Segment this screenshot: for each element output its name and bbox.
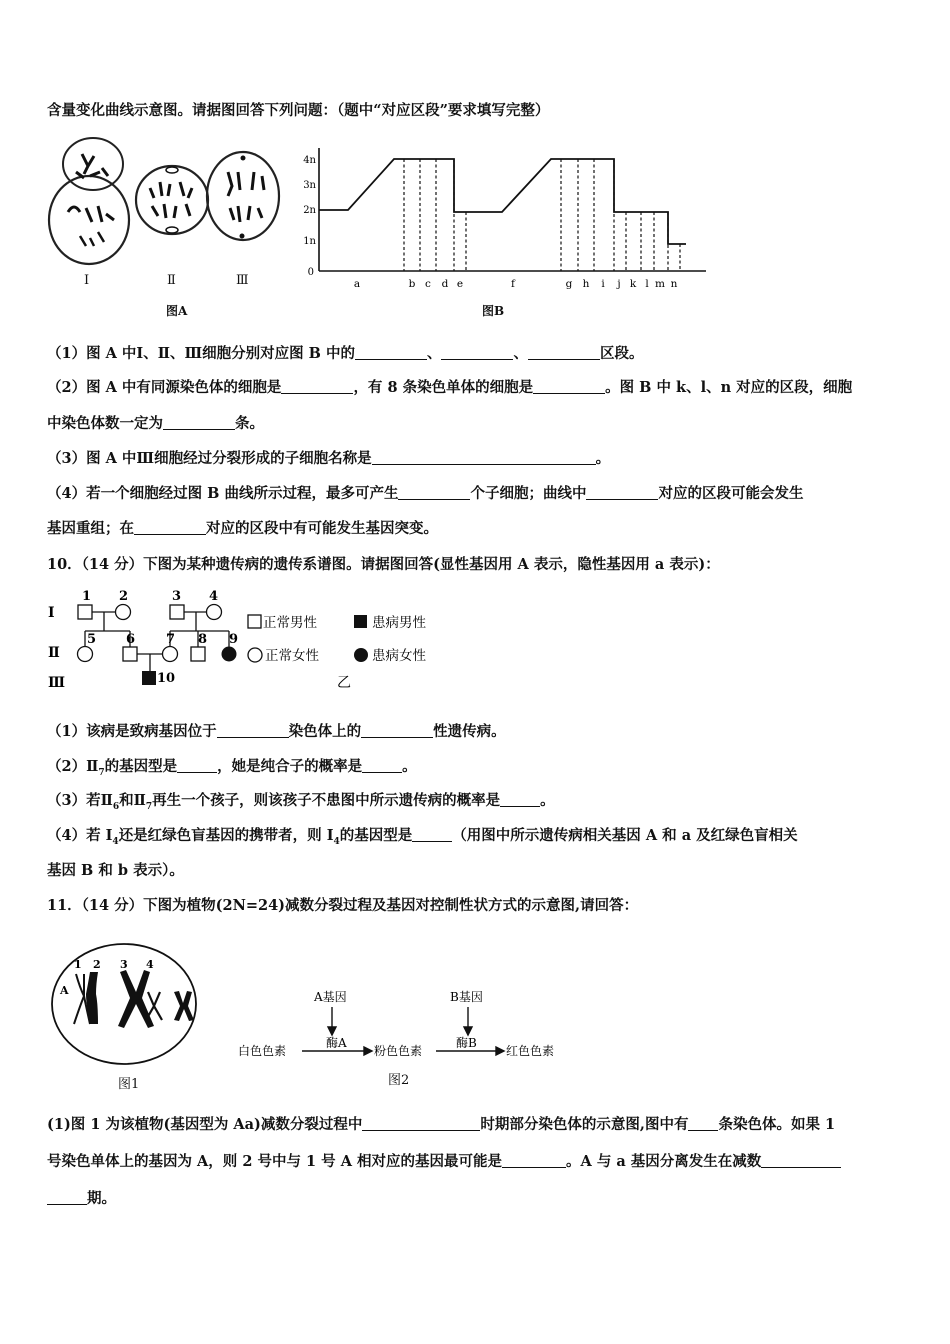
num-5: 5 xyxy=(87,632,97,647)
q10-3-text-a: （3）若Ⅱ xyxy=(47,792,113,809)
q9-5-text-a: （4）若一个细胞经过图 B 曲线所示过程，最多可产生 xyxy=(47,485,399,502)
caption-fig-1: 图1 xyxy=(118,1077,140,1092)
label-iii: Ⅲ xyxy=(236,273,249,288)
ytick-0: 0 xyxy=(307,267,314,278)
chromosome-pair-4 xyxy=(174,991,194,1021)
person-5 xyxy=(78,647,93,662)
q11-3-blank-1[interactable] xyxy=(47,1190,87,1205)
person-6 xyxy=(123,647,137,661)
figure-2 xyxy=(236,985,576,1099)
cell-iii-drawing xyxy=(207,152,279,240)
q11-1-text-c: 条染色体。如果 1 xyxy=(718,1116,836,1133)
q11-header: 11．（14 分）下图为植物(2N=24)减数分裂过程及基因对控制性状方式的示意图,请回答： xyxy=(47,897,639,914)
q9-2-text-b: ，有 8 条染色单体的细胞是 xyxy=(353,379,534,396)
legend-affected-male-icon xyxy=(354,615,367,628)
label-ii: Ⅱ xyxy=(167,273,176,288)
q11-1-blank-2[interactable] xyxy=(688,1116,718,1131)
ytick-4n: 4n xyxy=(303,155,316,166)
segment-dividers xyxy=(404,159,680,271)
q9-1-blank-2[interactable] xyxy=(441,345,513,360)
q10-2-text-a: （2）Ⅱ xyxy=(47,758,99,775)
q11-1-text-b: 时期部分染色体的示意图,图中有 xyxy=(480,1116,689,1133)
q10-1-blank-2[interactable] xyxy=(361,723,433,738)
q10-1-text-b: 染色体上的 xyxy=(288,723,362,740)
q9-5-text-b: 个子细胞；曲线中 xyxy=(470,485,587,502)
q11-line-1 xyxy=(47,1115,835,1135)
q9-4-text-b: 。 xyxy=(595,450,611,467)
q10-2-text-b: 的基因型是 xyxy=(104,758,178,775)
red-pigment: 红色色素 xyxy=(506,1044,555,1058)
q10-4-sub1: 4 xyxy=(112,836,119,847)
person-7 xyxy=(163,647,178,662)
figure-a xyxy=(46,132,286,326)
num-8: 8 xyxy=(198,632,208,647)
chromosome-pair-2 xyxy=(118,970,154,1028)
q10-4-text-c: 的基因型是 xyxy=(339,827,413,844)
q9-1-blank-3[interactable] xyxy=(528,345,600,360)
num-9: 9 xyxy=(229,632,239,647)
q10-2-sub: 7 xyxy=(98,767,105,778)
pedigree-label: 乙 xyxy=(337,675,351,691)
cell-i-drawing xyxy=(49,138,129,264)
intro-text: 含量变化曲线示意图。请据图回答下列问题：（题中“对应区段”要求填写完整） xyxy=(47,102,550,119)
chrom-num-4: 4 xyxy=(146,958,154,971)
q9-1-text-a: （1）图 A 中Ⅰ、Ⅱ、Ⅲ细胞分别对应图 B 中的 xyxy=(47,345,355,362)
num-3: 3 xyxy=(172,589,182,604)
label-i: Ⅰ xyxy=(84,273,90,288)
q11-2-blank-1[interactable] xyxy=(502,1153,566,1168)
q10-3-text-c: 再生一个孩子，则该孩子不患图中所示遗传病的概率是 xyxy=(152,792,501,809)
q9-2-blank-1[interactable] xyxy=(281,379,353,394)
gen-i-label: Ⅰ xyxy=(48,605,55,621)
q9-line-5 xyxy=(47,484,803,504)
num-2: 2 xyxy=(119,589,129,604)
segment-label-e: e xyxy=(456,278,464,290)
q10-3-text-d: 。 xyxy=(540,792,555,809)
segment-label-f: f xyxy=(511,278,515,290)
legend-normal-male-icon xyxy=(248,615,261,628)
q10-2-blank-2[interactable] xyxy=(362,758,402,773)
chromosome-pair-1 xyxy=(74,972,98,1024)
person-8 xyxy=(191,647,205,661)
q10-line-5: 基因 B 和 b 表示）。 xyxy=(47,862,184,879)
ytick-1n: 1n xyxy=(303,236,316,247)
chrom-num-1: 1 xyxy=(74,958,82,971)
legend-affected-female: 患病女性 xyxy=(372,648,426,664)
ytick-2n: 2n xyxy=(303,205,316,216)
q11-1-blank-1[interactable] xyxy=(362,1116,480,1131)
person-9 xyxy=(222,647,237,662)
segment-label-k: k xyxy=(629,278,637,290)
person-2 xyxy=(116,605,131,620)
num-10: 10 xyxy=(157,671,176,686)
gen-iii-label: Ⅲ xyxy=(48,675,66,691)
segment-label-n: n xyxy=(670,278,678,290)
q9-5-text-c: 对应的区段可能会发生 xyxy=(658,485,804,502)
legend-affected-female-icon xyxy=(354,648,368,662)
figure-b xyxy=(296,148,716,327)
person-10 xyxy=(142,671,156,685)
arrowhead-gene-b xyxy=(464,1027,472,1035)
q10-4-sub2: 4 xyxy=(333,836,340,847)
segment-label-d: d xyxy=(441,278,449,290)
gene-a-label: A xyxy=(60,984,69,997)
q10-line-4 xyxy=(47,826,798,852)
legend-normal-male: 正常男性 xyxy=(263,615,317,631)
chrom-num-2: 2 xyxy=(93,958,101,971)
pedigree-figure xyxy=(46,585,466,699)
chromosome-pair-3 xyxy=(146,992,162,1020)
segment-label-h: h xyxy=(582,278,590,290)
num-6: 6 xyxy=(126,632,136,647)
legend-affected-male: 患病男性 xyxy=(372,615,426,631)
q9-5-blank-1[interactable] xyxy=(398,485,470,500)
arrowhead-step-1 xyxy=(364,1047,372,1055)
num-1: 1 xyxy=(82,589,92,604)
q9-3-text-b: 条。 xyxy=(235,415,264,432)
caption-fig-2: 图2 xyxy=(388,1073,410,1088)
q11-2-text-b: 。A 与 a 基因分离发生在减数 xyxy=(566,1153,762,1170)
pink-pigment: 粉色色素 xyxy=(374,1044,423,1058)
q9-line-4 xyxy=(47,449,610,469)
person-1 xyxy=(78,605,92,619)
figure-1 xyxy=(46,942,206,1096)
q9-line-3 xyxy=(47,414,264,434)
gene-b-node: B基因 xyxy=(450,990,483,1004)
legend-normal-female: 正常女性 xyxy=(265,648,319,664)
chromosome-curve xyxy=(319,159,686,244)
q10-header: 10．（14 分）下图为某种遗传病的遗传系谱图。请据图回答(显性基因用 A 表示，隐性基因用 a 表示)： xyxy=(47,556,720,573)
segment-label-c: c xyxy=(425,278,431,290)
q10-3-text-b: 和Ⅱ xyxy=(119,792,146,809)
gen-ii-label: Ⅱ xyxy=(48,645,60,661)
segment-label-j: j xyxy=(617,278,621,290)
q10-2-text-d: 。 xyxy=(402,758,417,775)
arrowhead-gene-a xyxy=(328,1027,336,1035)
q9-1-text-d: 区段。 xyxy=(599,345,644,362)
q11-2-text-a: 号染色单体上的基因为 A，则 2 号中与 1 号 A 相对应的基因最可能是 xyxy=(47,1153,503,1170)
gene-a-node: A基因 xyxy=(314,990,347,1004)
segment-label-g: g xyxy=(565,278,573,290)
q9-4-text-a: （3）图 A 中Ⅲ细胞经过分裂形成的子细胞名称是 xyxy=(47,450,372,467)
segment-label-l: l xyxy=(645,278,649,290)
q10-4-text-d: （用图中所示遗传病相关基因 A 和 a 及红绿色盲相关 xyxy=(452,827,798,844)
q9-line-1 xyxy=(47,344,643,364)
q10-1-text-c: 性遗传病。 xyxy=(433,723,506,740)
caption-fig-a: 图A xyxy=(166,304,188,318)
q10-3-sub1: 6 xyxy=(112,801,120,812)
ytick-3n: 3n xyxy=(303,180,316,191)
q10-3-blank-1[interactable] xyxy=(500,792,540,807)
segment-label-i: i xyxy=(601,278,605,290)
q11-1-text-a: (1)图 1 为该植物(基因型为 Aa)减数分裂过程中 xyxy=(47,1116,363,1133)
q11-line-3 xyxy=(47,1189,116,1209)
segment-label-b: b xyxy=(408,278,416,290)
q10-4-blank-1[interactable] xyxy=(412,827,452,842)
num-4: 4 xyxy=(209,589,219,604)
legend-normal-female-icon xyxy=(248,648,262,662)
q9-2-blank-2[interactable] xyxy=(533,379,605,394)
person-4 xyxy=(207,605,222,620)
q10-1-text-a: （1）该病是致病基因位于 xyxy=(47,723,217,740)
q10-1-blank-1[interactable] xyxy=(217,723,289,738)
q9-2-text-c: 。图 B 中 k、l、n 对应的区段，细胞 xyxy=(605,379,853,396)
q11-2-blank-2[interactable] xyxy=(761,1153,841,1168)
q10-3-sub2: 7 xyxy=(145,801,153,812)
enzyme-a: 酶A xyxy=(326,1036,347,1050)
q9-3-text-a: 中染色体数一定为 xyxy=(47,415,163,432)
q10-2-blank-1[interactable] xyxy=(177,758,217,773)
q9-1-text-b: 、 xyxy=(426,345,442,362)
white-pigment: 白色色素 xyxy=(238,1044,287,1058)
chrom-num-3: 3 xyxy=(120,958,128,971)
q10-line-2 xyxy=(47,757,417,783)
q9-line-2 xyxy=(47,378,852,398)
q9-5-blank-2[interactable] xyxy=(586,485,658,500)
q10-4-text-a: （4）若 I xyxy=(47,827,113,844)
enzyme-b: 酶B xyxy=(456,1036,477,1050)
q9-1-text-c: 、 xyxy=(513,345,528,362)
person-3 xyxy=(170,605,184,619)
q10-line-1 xyxy=(47,722,506,742)
segment-label-a: a xyxy=(353,278,361,290)
q9-6-text-b: 对应的区段中有可能发生基因突变。 xyxy=(206,520,438,537)
q9-line-6 xyxy=(47,519,438,539)
arrowhead-step-2 xyxy=(496,1047,504,1055)
q11-3-text-a: 期。 xyxy=(87,1190,116,1207)
segment-label-m: m xyxy=(655,278,665,290)
q10-line-3 xyxy=(47,791,555,817)
q9-4-blank-1[interactable] xyxy=(372,450,596,465)
q9-1-blank-1[interactable] xyxy=(355,345,427,360)
num-7: 7 xyxy=(166,632,176,647)
q10-4-text-b: 还是红绿色盲基因的携带者，则 I xyxy=(118,827,334,844)
caption-fig-b: 图B xyxy=(482,304,505,318)
q9-2-text-a: （2）图 A 中有同源染色体的细胞是 xyxy=(47,379,282,396)
q10-2-text-c: ，她是纯合子的概率是 xyxy=(217,758,363,775)
q11-line-2 xyxy=(47,1152,841,1172)
cell-ii-drawing xyxy=(136,166,208,234)
q9-6-text-a: 基因重组；在 xyxy=(47,520,134,537)
q9-3-blank-1[interactable] xyxy=(163,415,235,430)
q9-6-blank-1[interactable] xyxy=(134,520,206,535)
